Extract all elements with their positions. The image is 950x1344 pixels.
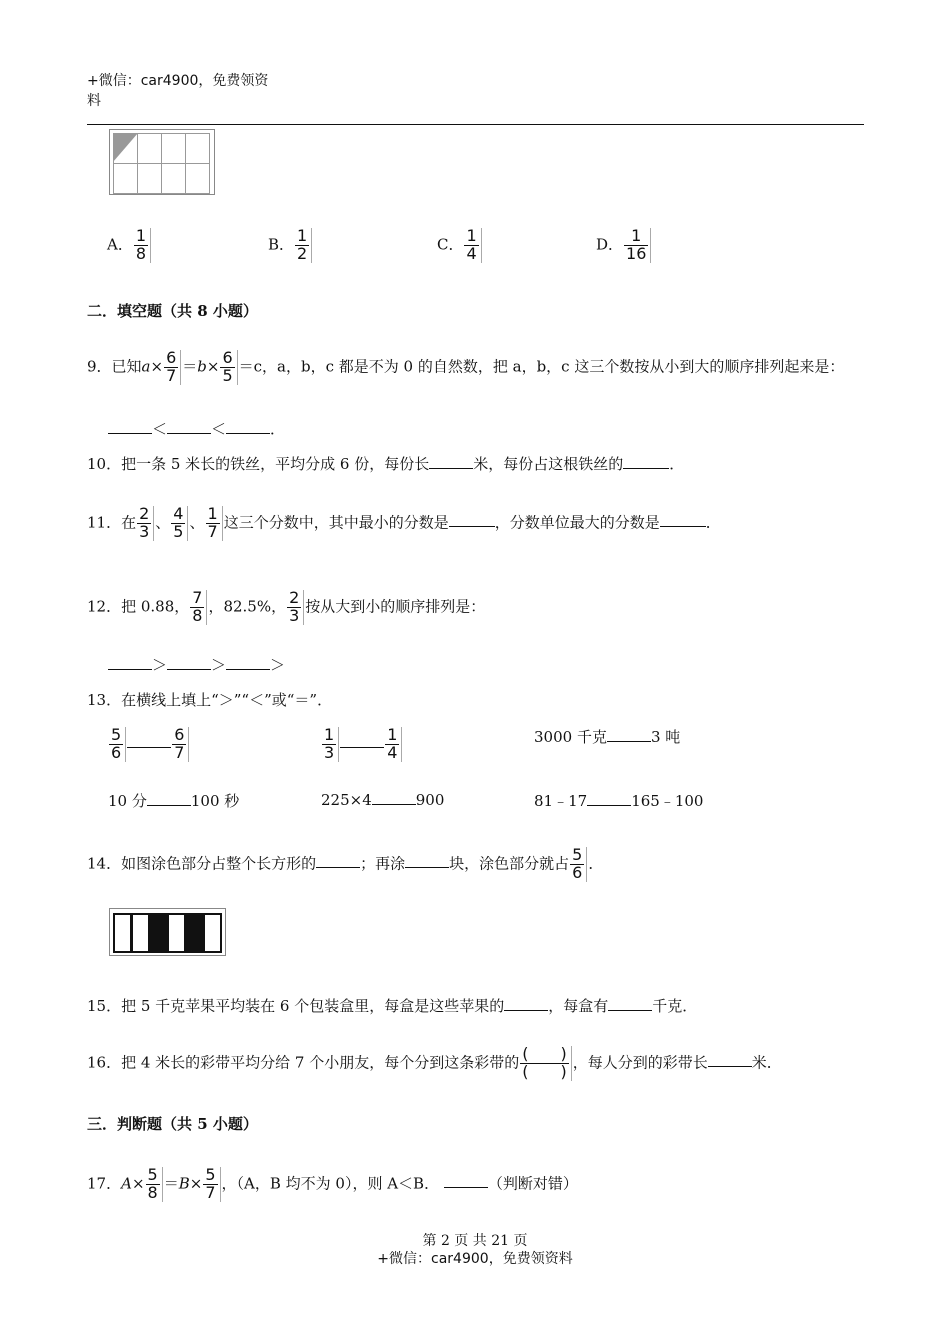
section-heading-true-false: 三．判断题（共 5 小题）	[87, 1115, 258, 1133]
answer-blank[interactable]	[623, 454, 669, 469]
grid-cell	[113, 133, 138, 164]
answer-blank[interactable]	[449, 512, 495, 527]
fraction: $\frac{1}{2}$	[295, 228, 312, 263]
answer-blank[interactable]	[127, 733, 171, 748]
q13-compare-b	[321, 727, 403, 762]
grid-cell	[161, 163, 186, 194]
q14-rectangle-figure	[109, 908, 226, 956]
answer-blank[interactable]	[504, 996, 548, 1011]
grid-cell	[137, 163, 162, 194]
answer-blank[interactable]	[429, 454, 473, 469]
header-watermark-line2: 料	[87, 93, 101, 109]
fraction: $\frac{5}{6}$	[109, 727, 126, 762]
q13-compare-f: 81﹣17 165﹣100	[534, 792, 704, 810]
answer-blank[interactable]	[108, 655, 152, 670]
fraction: $\frac{4}{5}$	[171, 506, 188, 541]
question-16: 16．把 4 米长的彩带平均分给 7 个小朋友，每个分到这条彩带的 $\frac{( )}{( )}$ ，每人分到的彩带长 米．	[87, 1044, 782, 1081]
answer-blank[interactable]	[108, 419, 152, 434]
answer-blank[interactable]	[444, 1173, 488, 1188]
answer-blank[interactable]	[708, 1052, 752, 1067]
question-14: 14．如图涂色部分占整个长方形的 ；再涂 块，涂色部分就占 $\frac{5}{6}$ ．	[87, 845, 604, 882]
header-watermark-line1: +微信：car4900，免费领资	[87, 73, 269, 89]
question-9: 9．已知a× $\frac{6}{7}$ ＝b× $\frac{6}{5}$ ＝c，a，b，c 都是不为 0 的自然数，把 a，b，c 这三个数按从小到大的顺序排列起来是：	[87, 348, 845, 385]
section-heading-fill-in: 二．填空题（共 8 小题）	[87, 302, 258, 320]
grid-cell	[113, 163, 138, 194]
paren-fraction[interactable]: $\frac{( )}{( )}$	[520, 1046, 572, 1081]
grid-cell	[185, 163, 210, 194]
question-11: 11．在 $\frac{2}{3}$ 、 $\frac{4}{5}$ 、 $\frac{1}{7}$ 这三个分数中，其中最小的分数是 ，分数单位最大的分数是 ．	[87, 504, 721, 541]
option-a[interactable]	[107, 228, 152, 263]
answer-blank[interactable]	[316, 853, 360, 868]
fraction: $\frac{6}{5}$	[220, 350, 237, 385]
fraction: $\frac{1}{7}$	[206, 506, 223, 541]
option-label: B．	[268, 235, 295, 254]
fraction: $\frac{5}{7}$	[203, 1167, 220, 1202]
q13-compare-c: 3000 千克 3 吨	[534, 728, 681, 746]
footer-page-number: 第 2 页 共 21 页	[422, 1233, 528, 1249]
option-c[interactable]	[437, 228, 483, 263]
answer-blank[interactable]	[167, 419, 211, 434]
footer-watermark: +微信：car4900，免费领资料	[377, 1251, 573, 1267]
answer-blank[interactable]	[167, 655, 211, 670]
answer-blank[interactable]	[147, 791, 191, 806]
strip-cell	[167, 913, 186, 953]
q8-grid-figure	[109, 129, 215, 195]
q13-compare-e: 225×4 900	[321, 791, 445, 809]
question-17: 17．A× $\frac{5}{8}$ ＝B× $\frac{5}{7}$ ，（A，B 均不为 0），则 A＜B． （判断对错）	[87, 1165, 578, 1202]
fraction: $\frac{6}{7}$	[164, 350, 181, 385]
q13-compare-d: 10 分 100 秒	[108, 792, 240, 810]
fraction: $\frac{1}{16}$	[624, 228, 651, 263]
strip-cell	[203, 913, 222, 953]
question-9-answer-line: ＜ ＜ ．	[108, 418, 285, 439]
fraction: $\frac{2}{3}$	[287, 590, 304, 625]
option-label: D．	[596, 235, 624, 254]
answer-blank[interactable]	[372, 790, 416, 805]
q13-compare-a	[108, 727, 190, 762]
answer-blank[interactable]	[587, 791, 631, 806]
question-10: 10．把一条 5 米长的铁丝，平均分成 6 份，每份长 米，每份占这根铁丝的 ．	[87, 455, 685, 473]
strip-cell-shaded	[185, 913, 204, 953]
option-label: C．	[437, 235, 464, 254]
grid-cell	[185, 133, 210, 164]
fraction: $\frac{1}{3}$	[322, 727, 339, 762]
fraction: $\frac{6}{7}$	[172, 727, 189, 762]
fraction: $\frac{5}{8}$	[146, 1167, 163, 1202]
grid-cell	[137, 133, 162, 164]
question-12-answer-line: ＞ ＞ ＞	[108, 654, 285, 675]
answer-blank[interactable]	[226, 655, 270, 670]
strip-cell	[113, 913, 132, 953]
fraction: $\frac{2}{3}$	[137, 506, 154, 541]
answer-blank[interactable]	[608, 996, 652, 1011]
question-15: 15．把 5 千克苹果平均装在 6 个包装盒里，每盒是这些苹果的 ，每盒有 千克．	[87, 997, 698, 1015]
answer-blank[interactable]	[405, 853, 449, 868]
fraction: $\frac{1}{4}$	[385, 727, 402, 762]
answer-blank[interactable]	[340, 733, 384, 748]
answer-blank[interactable]	[226, 419, 270, 434]
grid-cell	[161, 133, 186, 164]
option-label: A．	[107, 235, 133, 254]
question-13-title: 13．在横线上填上“＞”“＜”或“＝”．	[87, 691, 333, 709]
answer-blank[interactable]	[660, 512, 706, 527]
strip-cell-shaded	[149, 913, 168, 953]
fraction: $\frac{5}{6}$	[570, 847, 587, 882]
question-12: 12．把 0.88， $\frac{7}{8}$ ，82.5%， $\frac{2}{3}$ 按从大到小的顺序排列是：	[87, 588, 486, 625]
option-b[interactable]	[268, 228, 313, 263]
fraction: $\frac{7}{8}$	[190, 590, 207, 625]
header-rule	[87, 124, 864, 125]
option-d[interactable]	[596, 228, 652, 263]
fraction: $\frac{1}{4}$	[464, 228, 481, 263]
fraction: $\frac{1}{8}$	[134, 228, 151, 263]
strip-cell	[131, 913, 150, 953]
answer-blank[interactable]	[607, 727, 651, 742]
